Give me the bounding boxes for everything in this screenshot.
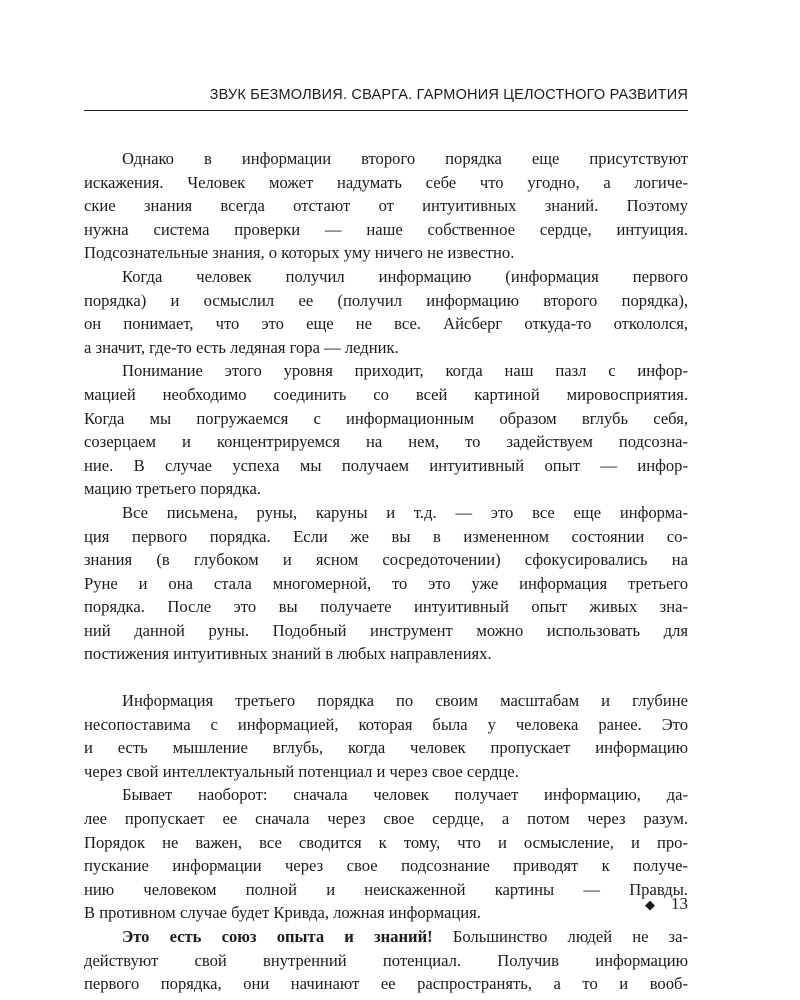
text-line: несопоставима с информацией, которая была у человека ранее. Это (84, 714, 688, 734)
page-footer (645, 893, 688, 916)
text-line: мацию третьего порядка. (84, 479, 262, 499)
text-line: знания (в глубоком и ясном сосредоточении) сфокусировались на (84, 550, 688, 570)
text-line: В противном случае будет Кривда, ложная информация. (84, 903, 481, 923)
text-line: Все письмена, руны, каруны и т.д. — это все еще информа- (122, 502, 688, 522)
text-line: лее пропускает ее сначала через свое сердце, а потом через разум. (84, 809, 688, 829)
text-line: Подсознательные знания, о которых уму ничего не известно. (84, 243, 515, 263)
text-line: Порядок не важен, все сводится к тому, что и осмысление, и про- (84, 832, 688, 852)
text-line: Когда мы погружаемся с информационным образом вглубь себя, (84, 408, 688, 428)
header-rule (84, 110, 688, 111)
text-line: нужна система проверки — наше собственное сердце, интуиция. (84, 219, 688, 239)
text-line: Понимание этого уровня приходит, когда наш пазл с инфор- (122, 361, 688, 381)
running-header: ЗВУК БЕЗМОЛВИЯ. СВАРГА. ГАРМОНИЯ ЦЕЛОСТНОГО РАЗВИТИЯ (209, 87, 688, 103)
text-line: ние. В случае успеха мы получаем интуитивный опыт — инфор- (84, 455, 688, 475)
text-line (84, 925, 688, 949)
text-line: ские знания всегда отстают от интуитивных знаний. Поэтому (84, 196, 688, 216)
text-line: а значит, где-то есть ледяная гора — ледник. (84, 337, 399, 357)
text-line: Когда человек получил информацию (информация первого (122, 266, 688, 286)
page-number: 13 (671, 894, 688, 913)
text-line: через свой интеллектуальный потенциал и через свое сердце. (84, 761, 519, 781)
text-line: мацией необходимо соединить со всей картиной мировосприятия. (84, 384, 688, 404)
text-line: порядка. После это вы получаете интуитивный опыт живых зна- (84, 597, 688, 617)
text-line: ция первого порядка. Если же вы в измененном состоянии со- (84, 526, 688, 546)
text-line: постижения интуитивных знаний в любых направлениях. (84, 644, 492, 664)
text-line: Руне и она стала многомерной, то это уже информация третьего (84, 573, 688, 593)
text-line: и есть мышление вглубь, когда человек пропускает информацию (84, 738, 688, 758)
text-line: искажения. Человек может надумать себе что угодно, а логиче- (84, 172, 688, 192)
text-line: Бывает наоборот: сначала человек получает информацию, да- (122, 785, 688, 805)
text-line: он понимает, что это еще не все. Айсберг откуда-то откололся, (84, 314, 688, 334)
text-line: нию человеком полной и неискаженной картины — Правды. (84, 879, 688, 899)
text-line: пускание информации через свое подсознание приводят к получе- (84, 856, 688, 876)
text-line: Однако в информации второго порядка еще присутствуют (122, 149, 688, 168)
text-line: первого порядка, они начинают ее распространять, а то и вооб- (84, 974, 688, 994)
text-span: Большинство людей не за- (432, 927, 689, 946)
bold-lead: Это есть союз опыта и знаний! (122, 927, 433, 946)
section-gap (84, 666, 688, 689)
text-line: ний данной руны. Подобный инструмент можно использовать для (84, 620, 688, 640)
page-body (84, 147, 688, 996)
text-line: порядка) и осмыслил ее (получил информацию второго порядка), (84, 290, 688, 310)
diamond-bullet-icon: ◆ (645, 897, 655, 912)
text-line: Информация третьего порядка по своим масштабам и глубине (122, 691, 688, 711)
text-line: созерцаем и концентрируемся на нем, то задействуем подсозна- (84, 432, 688, 452)
text-line: действуют свой внутренний потенциал. Получив информацию (84, 950, 688, 970)
